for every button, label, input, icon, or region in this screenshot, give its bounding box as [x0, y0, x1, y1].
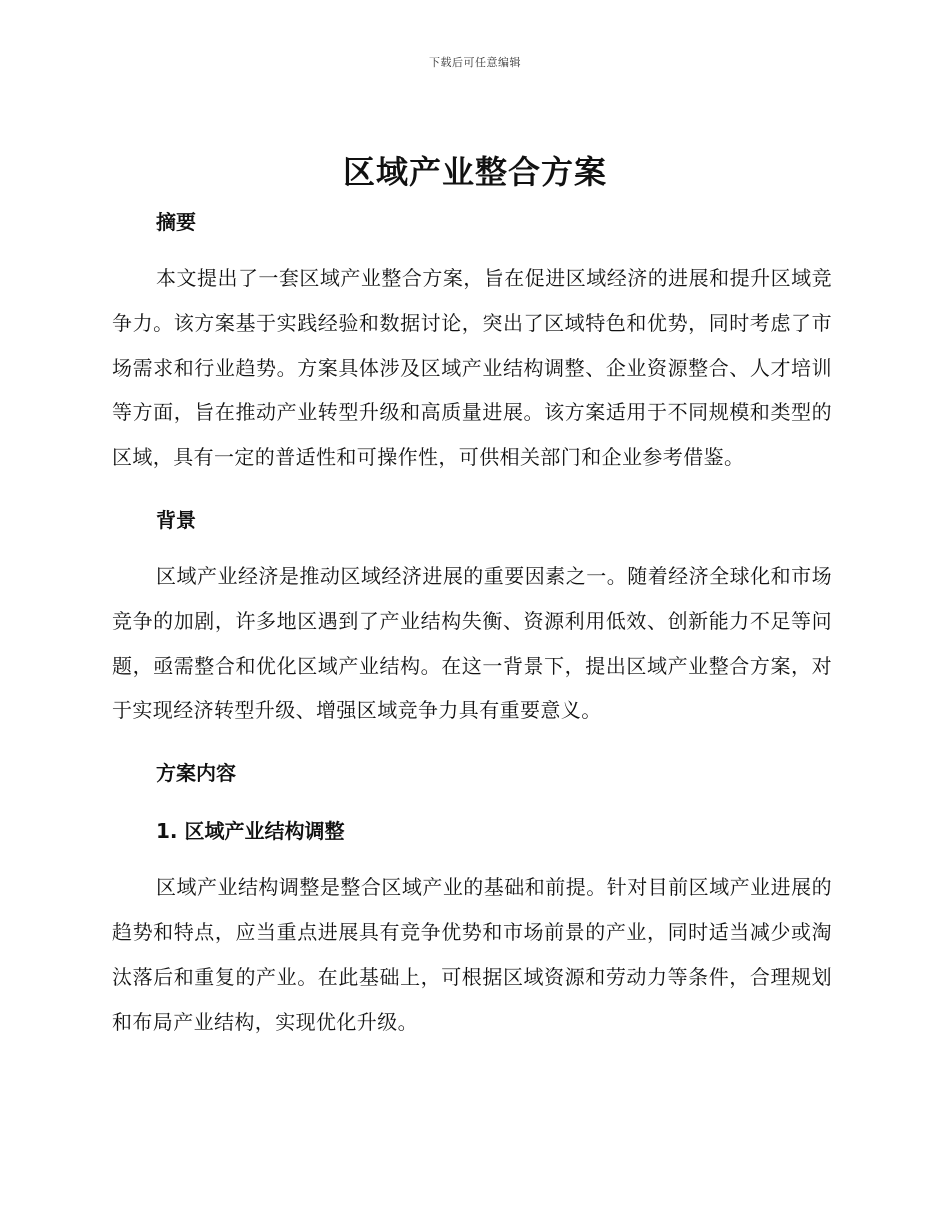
section-heading-plan-content: 方案内容 — [156, 761, 236, 786]
paragraph-abstract: 本文提出了一套区域产业整合方案，旨在促进区域经济的进展和提升区域竞争力。该方案基于实践经验和数据讨论，突出了区域特色和优势，同时考虑了市场需求和行业趋势。方案具体涉及区域产业结构调整、企业资源整合、人才培训等方面，旨在推动产业转型升级和高质量进展。该方案适用于不同规模和类型的区域，具有一定的普适性和可操作性，可供相关部门和企业参考借鉴。 — [112, 266, 832, 470]
paragraph-background: 区域产业经济是推动区域经济进展的重要因素之一。随着经济全球化和市场竞争的加剧，许多地区遇到了产业结构失衡、资源利用低效、创新能力不足等问题，亟需整合和优化区域产业结构。在这一背景下，提出区域产业整合方案，对于实现经济转型升级、增强区域竞争力具有重要意义。 — [112, 563, 832, 723]
header-note: 下载后可任意编辑 — [429, 56, 521, 69]
document-body — [112, 204, 832, 1044]
section-heading-structure-adjustment: 1. 区域产业结构调整 — [156, 819, 345, 844]
section-heading-abstract: 摘要 — [156, 210, 196, 234]
document-title: 区域产业整合方案 — [342, 153, 607, 191]
section-heading-background: 背景 — [156, 507, 196, 532]
paragraph-structure-adjustment: 区域产业结构调整是整合区域产业的基础和前提。针对目前区域产业进展的趋势和特点，应当重点进展具有竞争优势和市场前景的产业，同时适当减少或淘汰落后和重复的产业。在此基础上，可根据区域资源和劳动力等条件，合理规划和布局产业结构，实现优化升级。 — [112, 875, 832, 1034]
